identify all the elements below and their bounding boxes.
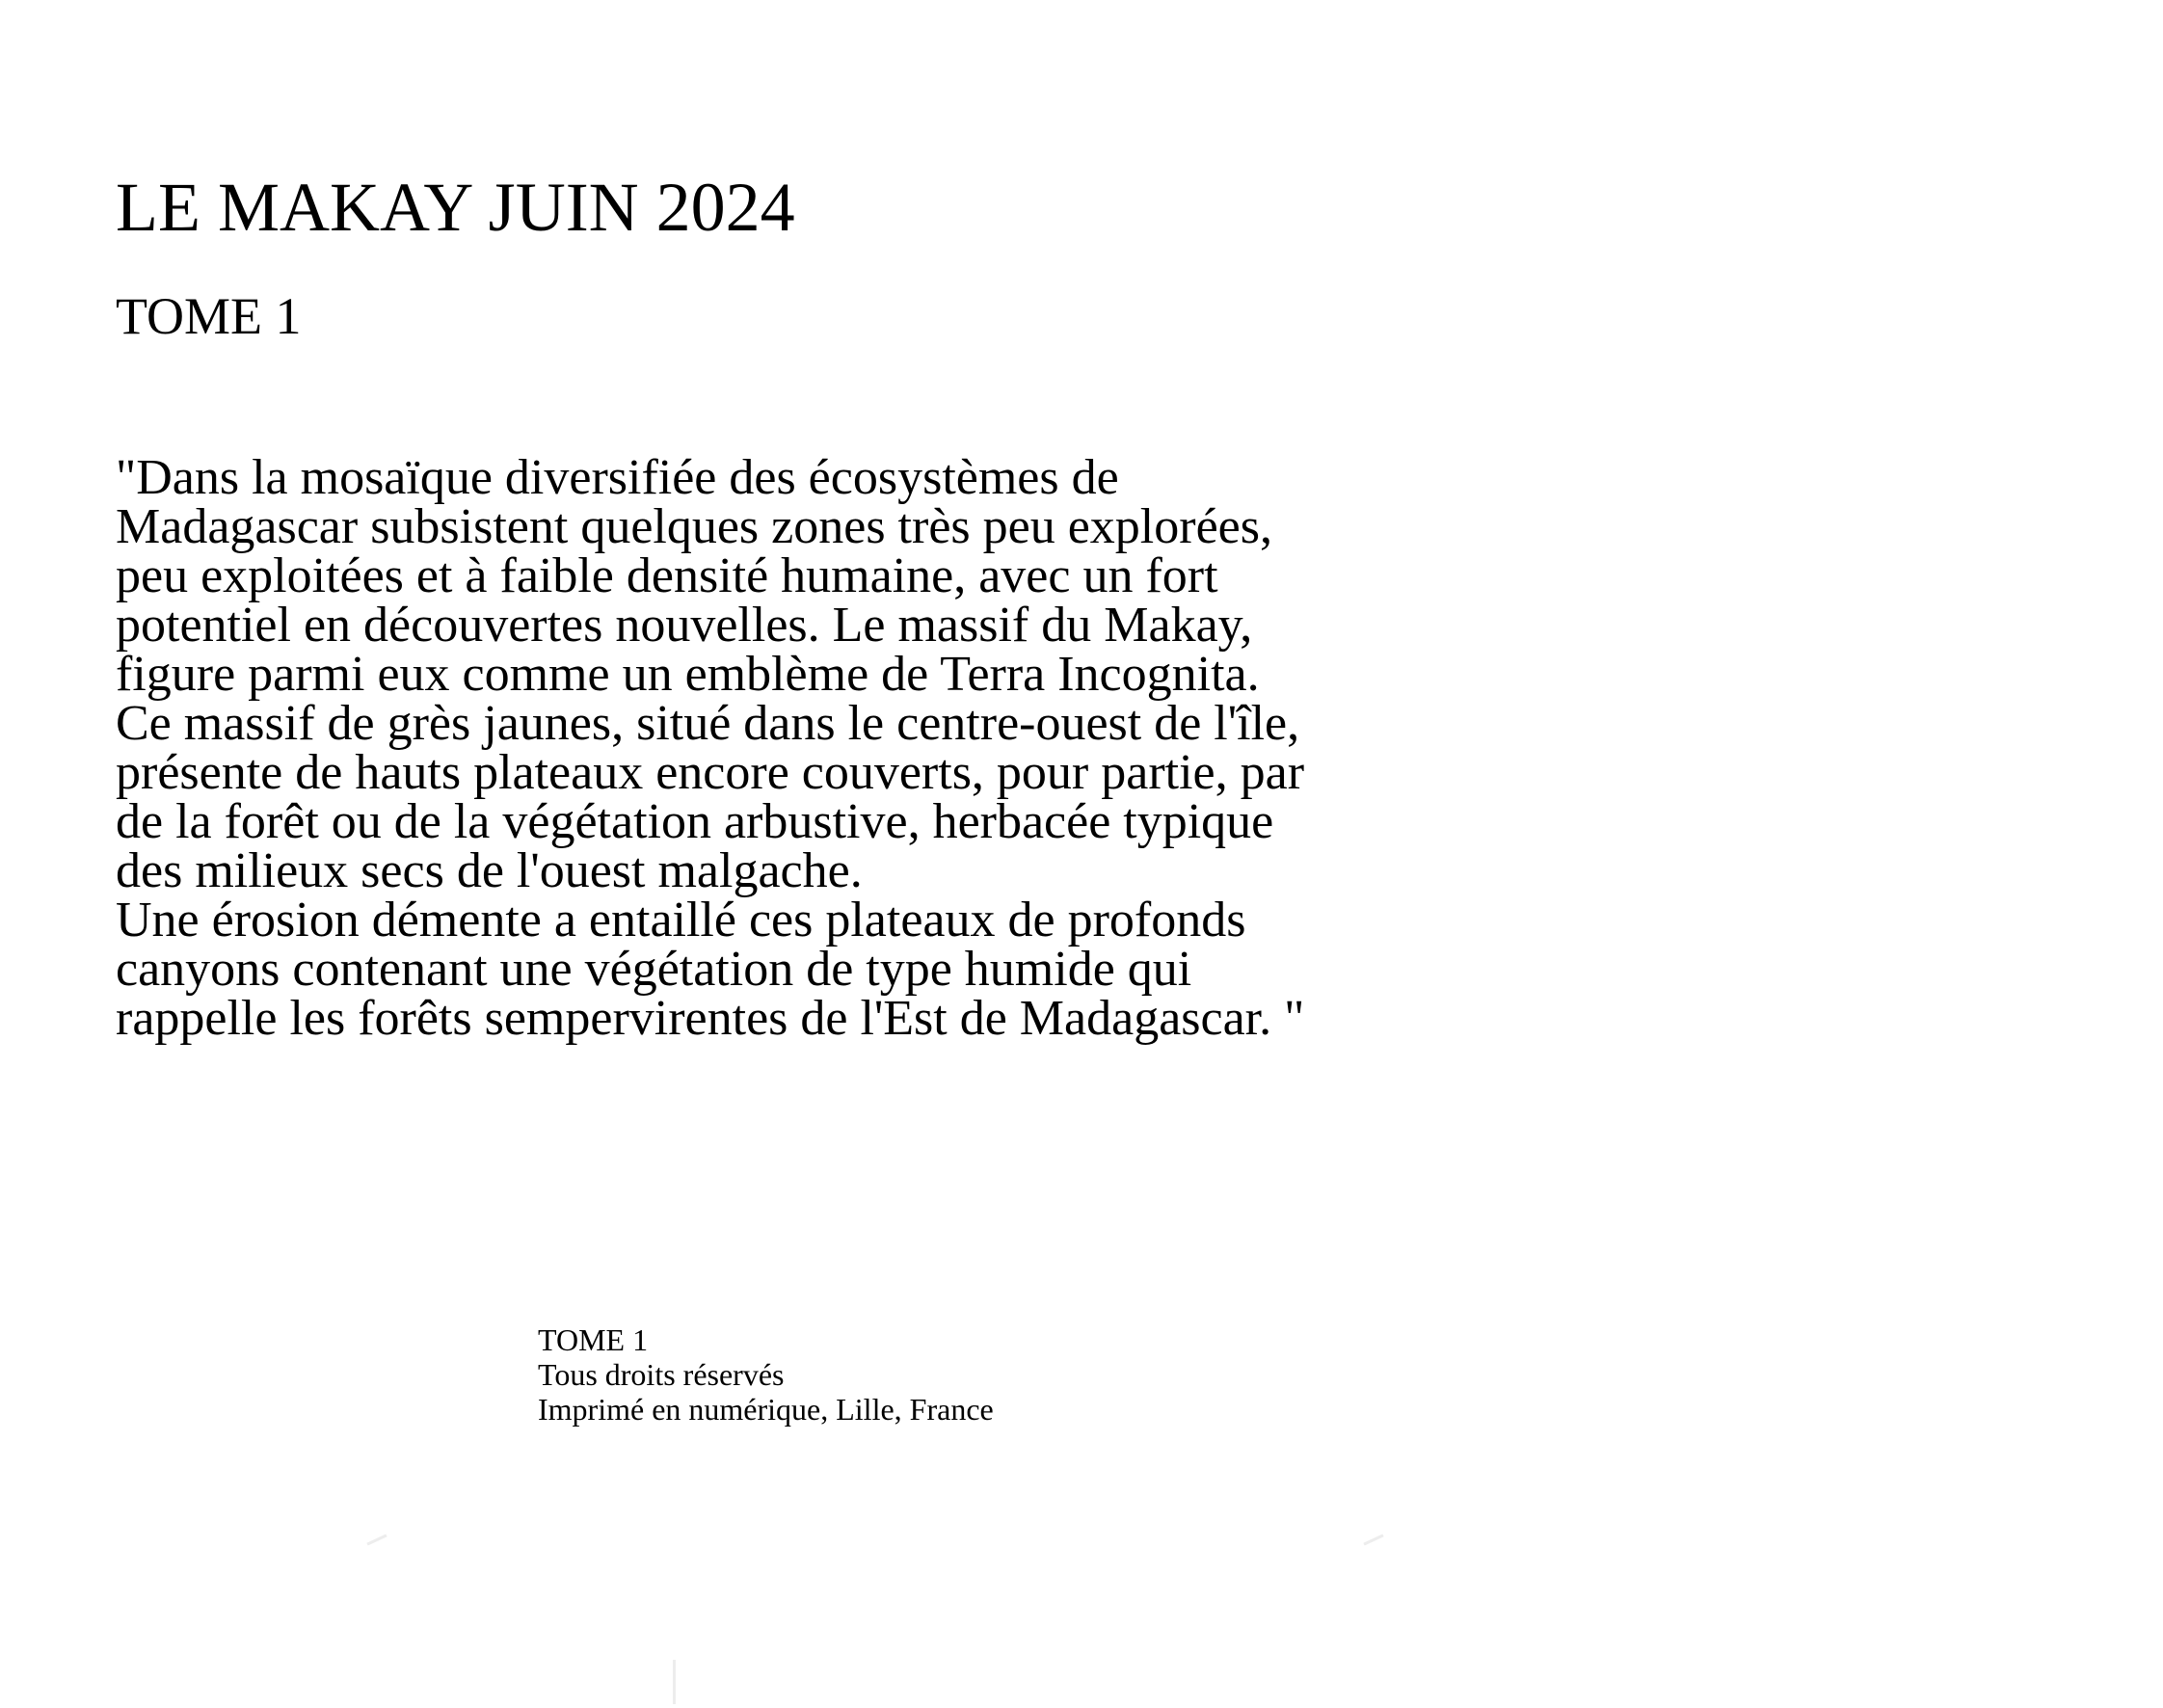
page-title: LE MAKAY JUIN 2024 — [116, 169, 795, 246]
scan-artifact — [1363, 1534, 1383, 1545]
quote-line: "Dans la mosaïque diversifiée des écosystèmes de — [116, 450, 1119, 505]
quote-line: rappelle les forêts sempervirentes de l'Est de Madagascar. " — [116, 991, 1305, 1046]
page-subtitle: TOME 1 — [116, 287, 302, 345]
quote-line: Madagascar subsistent quelques zones très peu explorées, — [116, 499, 1272, 554]
quote-line: figure parmi eux comme un emblème de Terra Incognita. — [116, 647, 1260, 702]
colophon-printing: Imprimé en numérique, Lille, France — [538, 1392, 994, 1427]
scan-artifact — [366, 1534, 387, 1545]
quote-line: peu exploitées et à faible densité humaine, avec un fort — [116, 548, 1218, 603]
scan-artifact — [673, 1660, 676, 1704]
quote-line: canyons contenant une végétation de type humide qui — [116, 942, 1192, 997]
colophon-rights: Tous droits réservés — [538, 1357, 785, 1392]
colophon-tome: TOME 1 — [538, 1322, 649, 1357]
quote-line: Ce massif de grès jaunes, situé dans le centre-ouest de l'île, — [116, 696, 1300, 751]
quote-line: présente de hauts plateaux encore couverts, pour partie, par — [116, 745, 1305, 800]
colophon — [538, 1322, 994, 1427]
quote-line: des milieux secs de l'ouest malgache. — [116, 843, 863, 898]
quote-line: potentiel en découvertes nouvelles. Le massif du Makay, — [116, 598, 1253, 653]
quote-block — [116, 450, 1677, 1046]
quote-line: de la forêt ou de la végétation arbustive, herbacée typique — [116, 794, 1274, 849]
quote-line: Une érosion démente a entaillé ces plateaux de profonds — [116, 893, 1246, 947]
